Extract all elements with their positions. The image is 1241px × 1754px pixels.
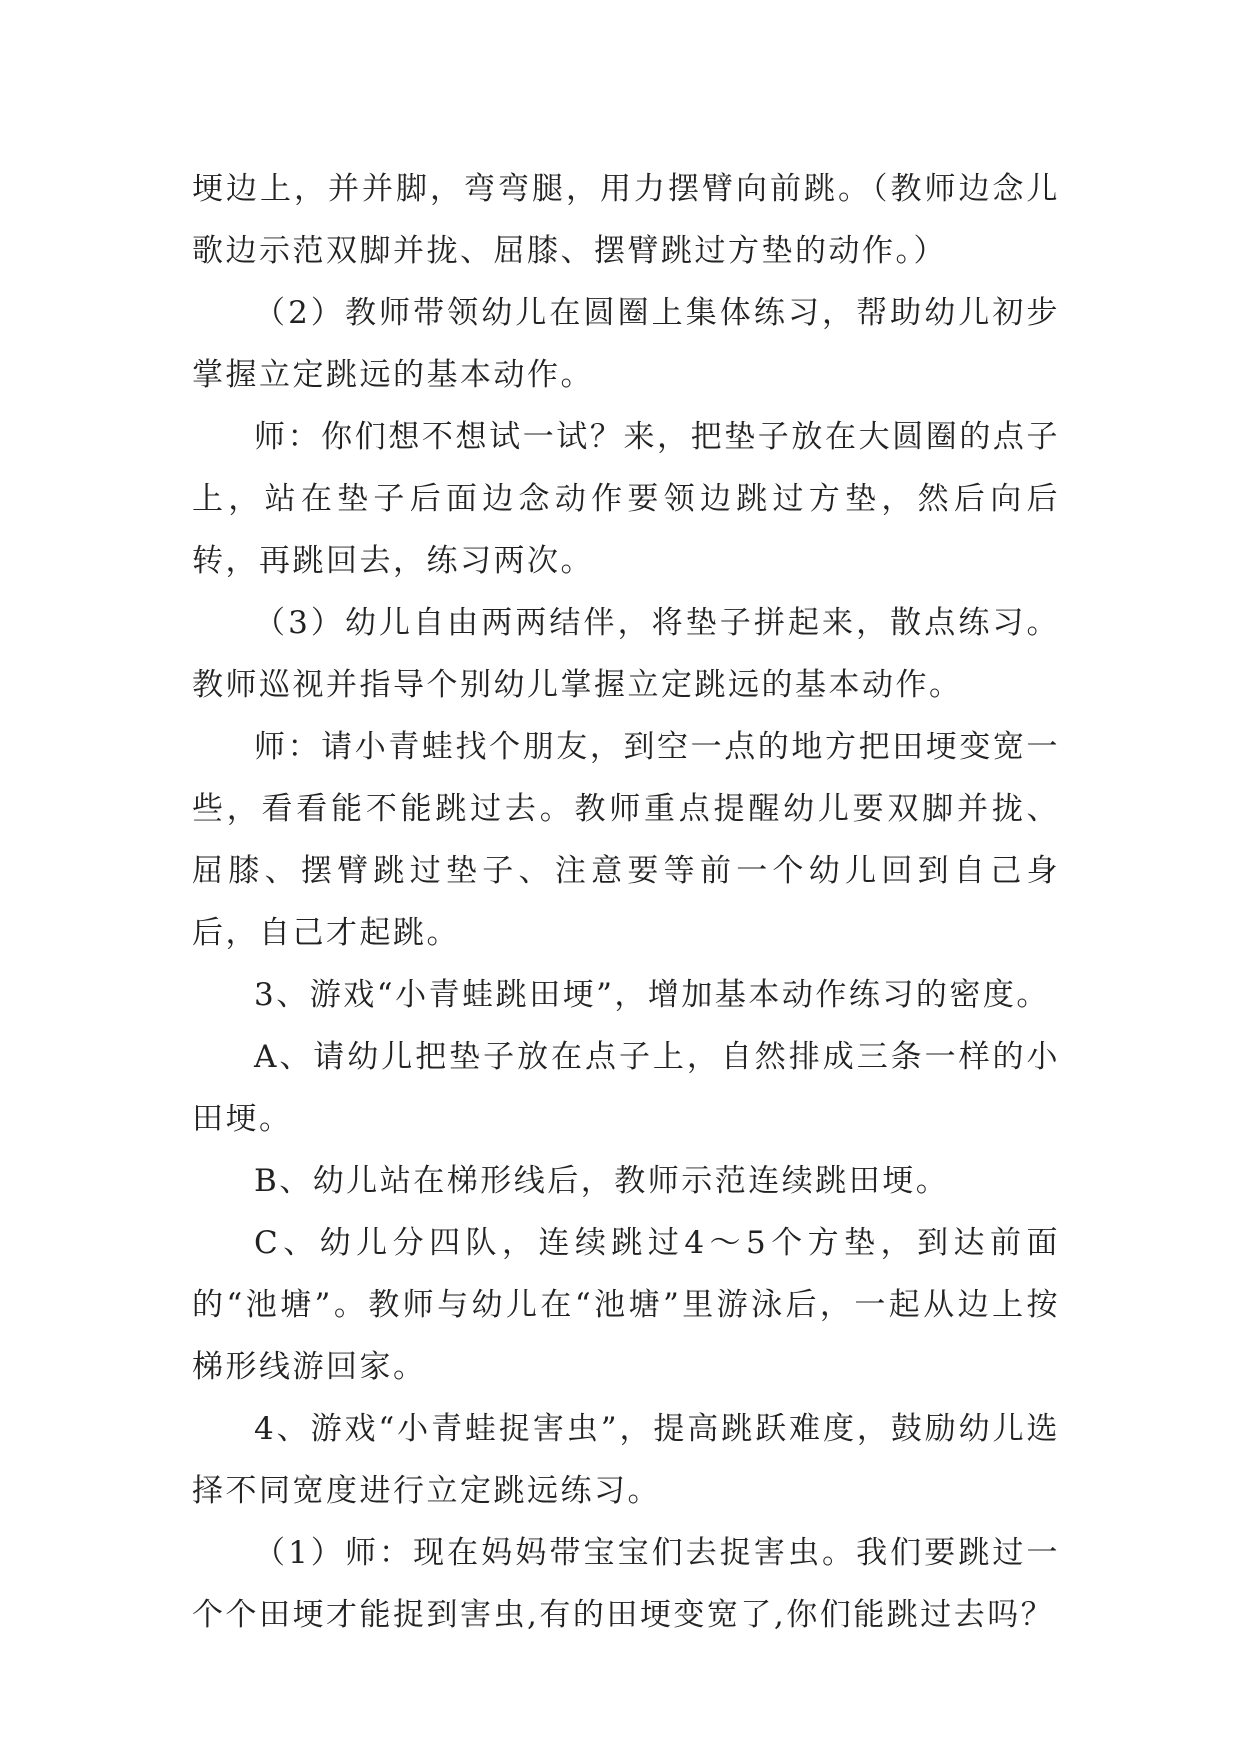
paragraph: B、幼儿站在梯形线后，教师示范连续跳田埂。 [254,1163,950,1199]
paragraph: 3、游戏“小青蛙跳田埂”，增加基本动作练习的密度。 [254,977,1050,1013]
paragraph: C、幼儿分四队，连续跳过4～5个方垫，到达前面的“池塘”。教师与幼儿在“池塘”里游泳后，一起从边上按梯形线游回家。 [192,1225,1060,1385]
paragraph: （3）幼儿自由两两结伴，将垫子拼起来，散点练习。教师巡视并指导个别幼儿掌握立定跳远的基本动作。 [192,605,1060,703]
paragraph: 4、游戏“小青蛙捉害虫”，提高跳跃难度，鼓励幼儿选择不同宽度进行立定跳远练习。 [192,1411,1060,1509]
paragraph: 师：请小青蛙找个朋友，到空一点的地方把田埂变宽一些，看看能不能跳过去。教师重点提醒幼儿要双脚并拢、屈膝、摆臂跳过垫子、注意要等前一个幼儿回到自己身后，自己才起跳。 [192,729,1060,951]
paragraph: A、请幼儿把垫子放在点子上，自然排成三条一样的小田埂。 [192,1039,1060,1137]
paragraph: （2）教师带领幼儿在圆圈上集体练习，帮助幼儿初步掌握立定跳远的基本动作。 [192,295,1060,393]
paragraph: （1）师：现在妈妈带宝宝们去捉害虫。我们要跳过一个个田埂才能捉到害虫,有的田埂变宽了,你们能跳过去吗？ [192,1535,1060,1633]
paragraph: 师：你们想不想试一试？来，把垫子放在大圆圈的点子上，站在垫子后面边念动作要领边跳过方垫，然后向后转，再跳回去，练习两次。 [192,419,1060,579]
document-body [192,158,1060,1646]
paragraph: 埂边上，并并脚，弯弯腿，用力摆臂向前跳。（教师边念儿歌边示范双脚并拢、屈膝、摆臂跳过方垫的动作。） [192,171,1060,269]
